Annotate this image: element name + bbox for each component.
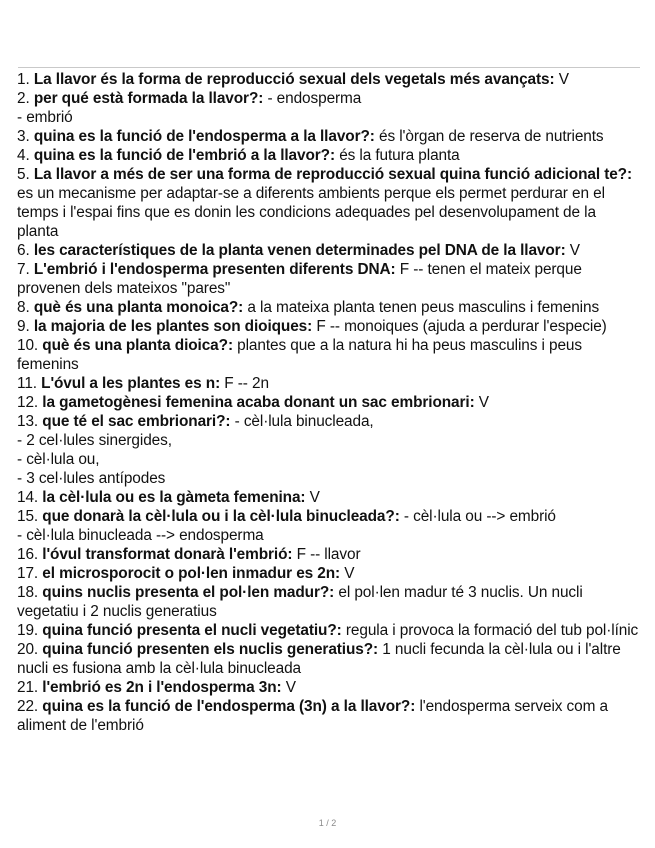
question-text: per qué està formada la llavor?:	[33, 90, 264, 107]
question-number: 9.	[17, 318, 30, 335]
answer-text: - cèl·lula binucleada,	[234, 413, 374, 430]
question-item	[17, 317, 639, 336]
question-text: La llavor és la forma de reproducció sexual dels vegetals més avançats:	[33, 71, 555, 88]
question-number: 3.	[17, 128, 30, 145]
question-number: 22.	[17, 698, 39, 715]
question-number: 5.	[17, 166, 30, 183]
question-number: 10.	[17, 337, 39, 354]
answer-text: F -- tenen el mateix perque provenen dels mateixos "pares"	[17, 261, 582, 297]
answer-text: regula i provoca la formació del tub pol·línic	[345, 622, 639, 639]
question-number: 11.	[17, 375, 37, 392]
question-text: L'óvul a les plantes es n:	[41, 375, 221, 392]
question-item	[17, 393, 639, 412]
answer-text: 1 nucli fecunda la cèl·lula ou i l'altre nucli es fusiona amb la cèl·lula binucleada	[17, 641, 621, 677]
question-text: la cèl·lula ou es la gàmeta femenina:	[42, 489, 306, 506]
question-text: quina funció presenta el nucli vegetatiu?:	[42, 622, 342, 639]
answer-text: V	[309, 489, 320, 506]
question-number: 20.	[17, 641, 39, 658]
question-item	[17, 298, 639, 317]
question-text: La llavor a més de ser una forma de reproducció sexual quina funció adicional te?:	[33, 166, 633, 183]
answer-text: es un mecanisme per adaptar-se a diferents ambients perque els permet perdurar en el temps i l'espai fins que es donin les condicions adequades pel desenvolupament de la planta	[17, 185, 605, 240]
question-number: 15.	[17, 508, 39, 525]
question-item	[17, 621, 639, 640]
question-text: l'embrió es 2n i l'endosperma 3n:	[42, 679, 282, 696]
answer-text: plantes que a la natura hi ha peus masculins i peus femenins	[17, 337, 582, 373]
question-item	[17, 146, 639, 165]
answer-text: l'endosperma serveix com a aliment de l'embrió	[17, 698, 608, 734]
question-number: 7.	[17, 261, 30, 278]
answer-line: - 3 cel·lules antípodes	[17, 470, 166, 487]
question-item	[17, 412, 639, 488]
answer-text: el pol·len madur té 3 nuclis. Un nucli vegetatiu i 2 nuclis generatius	[17, 584, 583, 620]
question-text: el microsporocit o pol·len inmadur es 2n:	[42, 565, 341, 582]
question-item	[17, 545, 639, 564]
question-number: 19.	[17, 622, 39, 639]
question-text: que donarà la cèl·lula ou i la cèl·lula binucleada?:	[42, 508, 400, 525]
question-item	[17, 697, 639, 735]
question-item	[17, 488, 639, 507]
question-number: 2.	[17, 90, 30, 107]
answer-text: és l'òrgan de reserva de nutrients	[378, 128, 604, 145]
question-number: 14.	[17, 489, 39, 506]
question-text: quina es la funció de l'endosperma (3n) a la llavor?:	[42, 698, 416, 715]
question-text: quina es la funció de l'endosperma a la llavor?:	[33, 128, 375, 145]
question-text: quina es la funció de l'embrió a la llavor?:	[33, 147, 335, 164]
question-number: 12.	[17, 394, 39, 411]
question-number: 18.	[17, 584, 39, 601]
answer-text: - cèl·lula ou --> embrió	[403, 508, 556, 525]
question-text: l'óvul transformat donarà l'embrió:	[42, 546, 293, 563]
answer-line: - 2 cel·lules sinergides,	[17, 432, 172, 449]
question-item	[17, 165, 639, 241]
question-number: 13.	[17, 413, 39, 430]
answer-text: a la mateixa planta tenen peus masculins i femenins	[247, 299, 600, 316]
question-text: quins nuclis presenta el pol·len madur?:	[42, 584, 335, 601]
question-item	[17, 336, 639, 374]
question-number: 6.	[17, 242, 30, 259]
question-text: les característiques de la planta venen determinades pel DNA de la llavor:	[33, 242, 566, 259]
question-item	[17, 678, 639, 697]
question-item	[17, 507, 639, 545]
question-item	[17, 89, 639, 127]
answer-text: V	[569, 242, 580, 259]
question-text: la majoria de les plantes son dioiques:	[33, 318, 313, 335]
answer-text: és la futura planta	[339, 147, 460, 164]
question-text: què és una planta monoica?:	[33, 299, 244, 316]
question-text: quina funció presenten els nuclis generatius?:	[42, 641, 379, 658]
page-number: 1 / 2	[318, 818, 337, 828]
question-item	[17, 127, 639, 146]
answer-line: - embrió	[17, 109, 73, 126]
answer-text: F -- monoiques (ajuda a perdurar l'especie)	[316, 318, 607, 335]
question-list	[17, 70, 639, 735]
question-number: 17.	[17, 565, 39, 582]
question-number: 8.	[17, 299, 30, 316]
answer-line: - cèl·lula ou,	[17, 451, 100, 468]
answer-text: V	[344, 565, 355, 582]
question-item	[17, 583, 639, 621]
question-text: la gametogènesi femenina acaba donant un sac embrionari:	[42, 394, 475, 411]
question-item	[17, 374, 639, 393]
answer-text: V	[285, 679, 296, 696]
question-number: 1.	[17, 71, 30, 88]
question-number: 21.	[17, 679, 39, 696]
answer-text: F -- llavor	[296, 546, 361, 563]
question-text: L'embrió i l'endosperma presenten diferents DNA:	[33, 261, 396, 278]
answer-text: - endosperma	[267, 90, 362, 107]
top-divider	[18, 67, 640, 68]
question-number: 16.	[17, 546, 39, 563]
question-item	[17, 70, 639, 89]
question-text: què és una planta dioica?:	[42, 337, 233, 354]
answer-text: V	[478, 394, 489, 411]
question-number: 4.	[17, 147, 30, 164]
answer-text: F -- 2n	[224, 375, 269, 392]
question-item	[17, 260, 639, 298]
question-item	[17, 640, 639, 678]
answer-text: V	[558, 71, 569, 88]
question-item	[17, 241, 639, 260]
question-item	[17, 564, 639, 583]
answer-line: - cèl·lula binucleada --> endosperma	[17, 527, 264, 544]
question-text: que té el sac embrionari?:	[42, 413, 231, 430]
